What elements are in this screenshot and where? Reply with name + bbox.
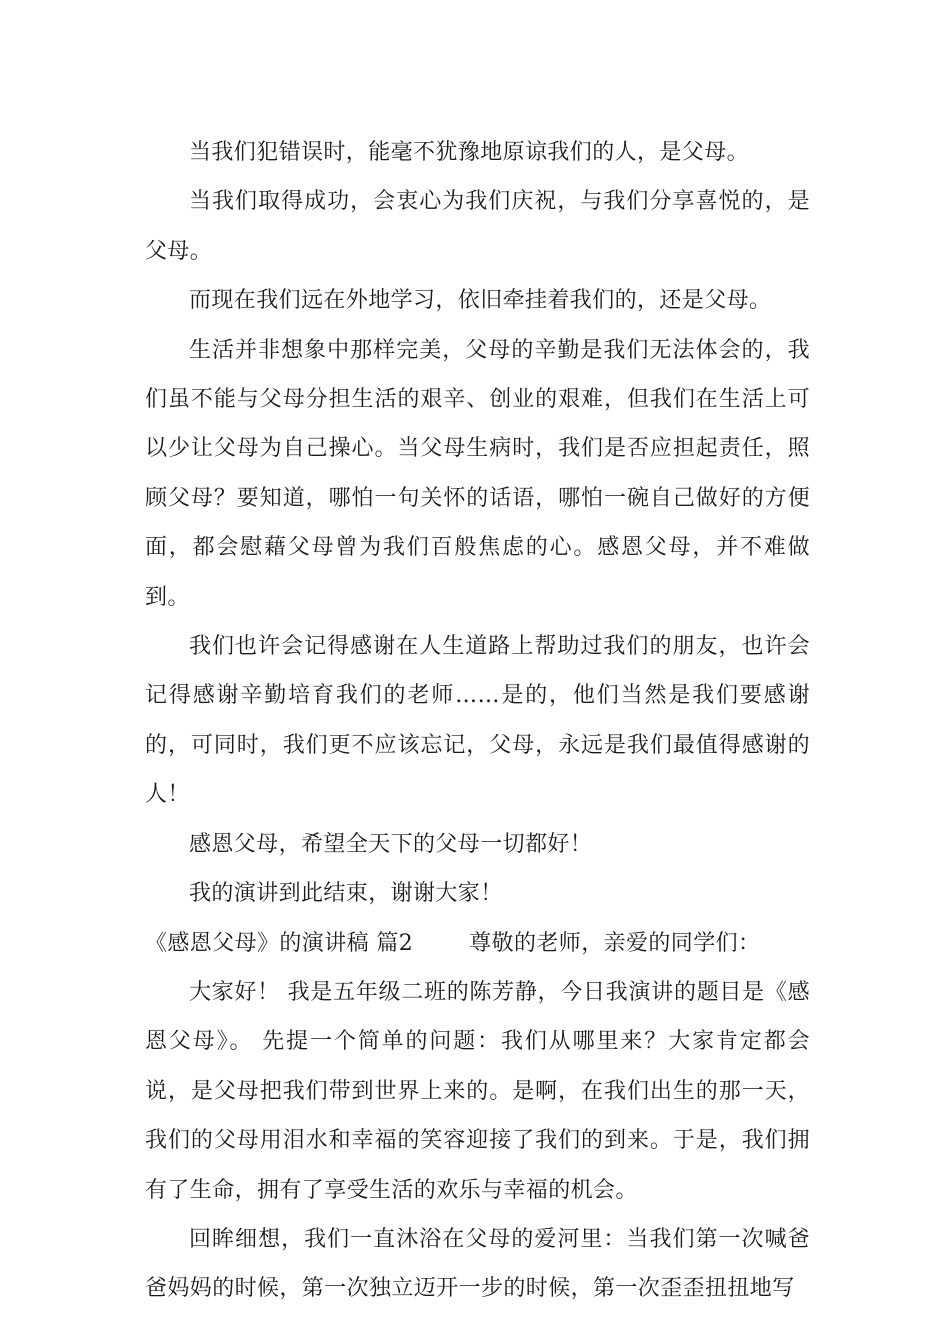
paragraph: 我们也许会记得感谢在人生道路上帮助过我们的朋友，也许会记得感谢辛勤培育我们的老师……是的，他们当然是我们要感谢的，可同时，我们更不应该忘记，父母，永远是我们最值得感谢的人！ bbox=[145, 634, 810, 808]
paragraph: 生活并非想象中那样完美，父母的辛勤是我们无法体会的，我们虽不能与父母分担生活的艰辛、创业的艰难，但我们在生活上可以少让父母为自己操心。当父母生病时，我们是否应担起责任，照顾父母？要知道，哪怕一句关怀的话语，哪怕一碗自己做好的方便面，都会慰藉父母曾为我们百般焦虑的心。感恩父母，并不难做到。 bbox=[145, 337, 810, 610]
paragraph: 而现在我们远在外地学习，依旧牵挂着我们的，还是父母。 bbox=[189, 288, 772, 314]
salutation: 尊敬的老师，亲爱的同学们： bbox=[469, 930, 761, 956]
paragraph: 当我们取得成功，会衷心为我们庆祝，与我们分享喜悦的，是父母。 bbox=[145, 189, 810, 264]
paragraph: 大家好！ 我是五年级二班的陈芳静，今日我演讲的题目是《感恩父母》。 先提一个简单的问题：我们从哪里来？大家肯定都会说，是父母把我们带到世界上来的。是啊，在我们出生的那一天，我们的父母用泪水和幸福的笑容迎接了我们的到来。于是，我们拥有了生命，拥有了享受生活的欢乐与幸福的机会。 bbox=[145, 979, 810, 1203]
paragraph: 回眸细想，我们一直沐浴在父母的爱河里：当我们第一次喊爸爸妈妈的时候，第一次独立迈开一步的时候，第一次歪歪扭扭地写 bbox=[145, 1226, 810, 1302]
paragraph: 我的演讲到此结束，谢谢大家！ bbox=[189, 881, 503, 907]
section-title: 《感恩父母》的演讲稿 篇2 bbox=[145, 930, 414, 956]
speech-text bbox=[145, 128, 810, 1314]
section-heading-line bbox=[145, 919, 810, 968]
paragraph: 感恩父母，希望全天下的父母一切都好！ bbox=[189, 831, 593, 857]
paragraph: 当我们犯错误时，能毫不犹豫地原谅我们的人，是父母。 bbox=[189, 140, 750, 165]
